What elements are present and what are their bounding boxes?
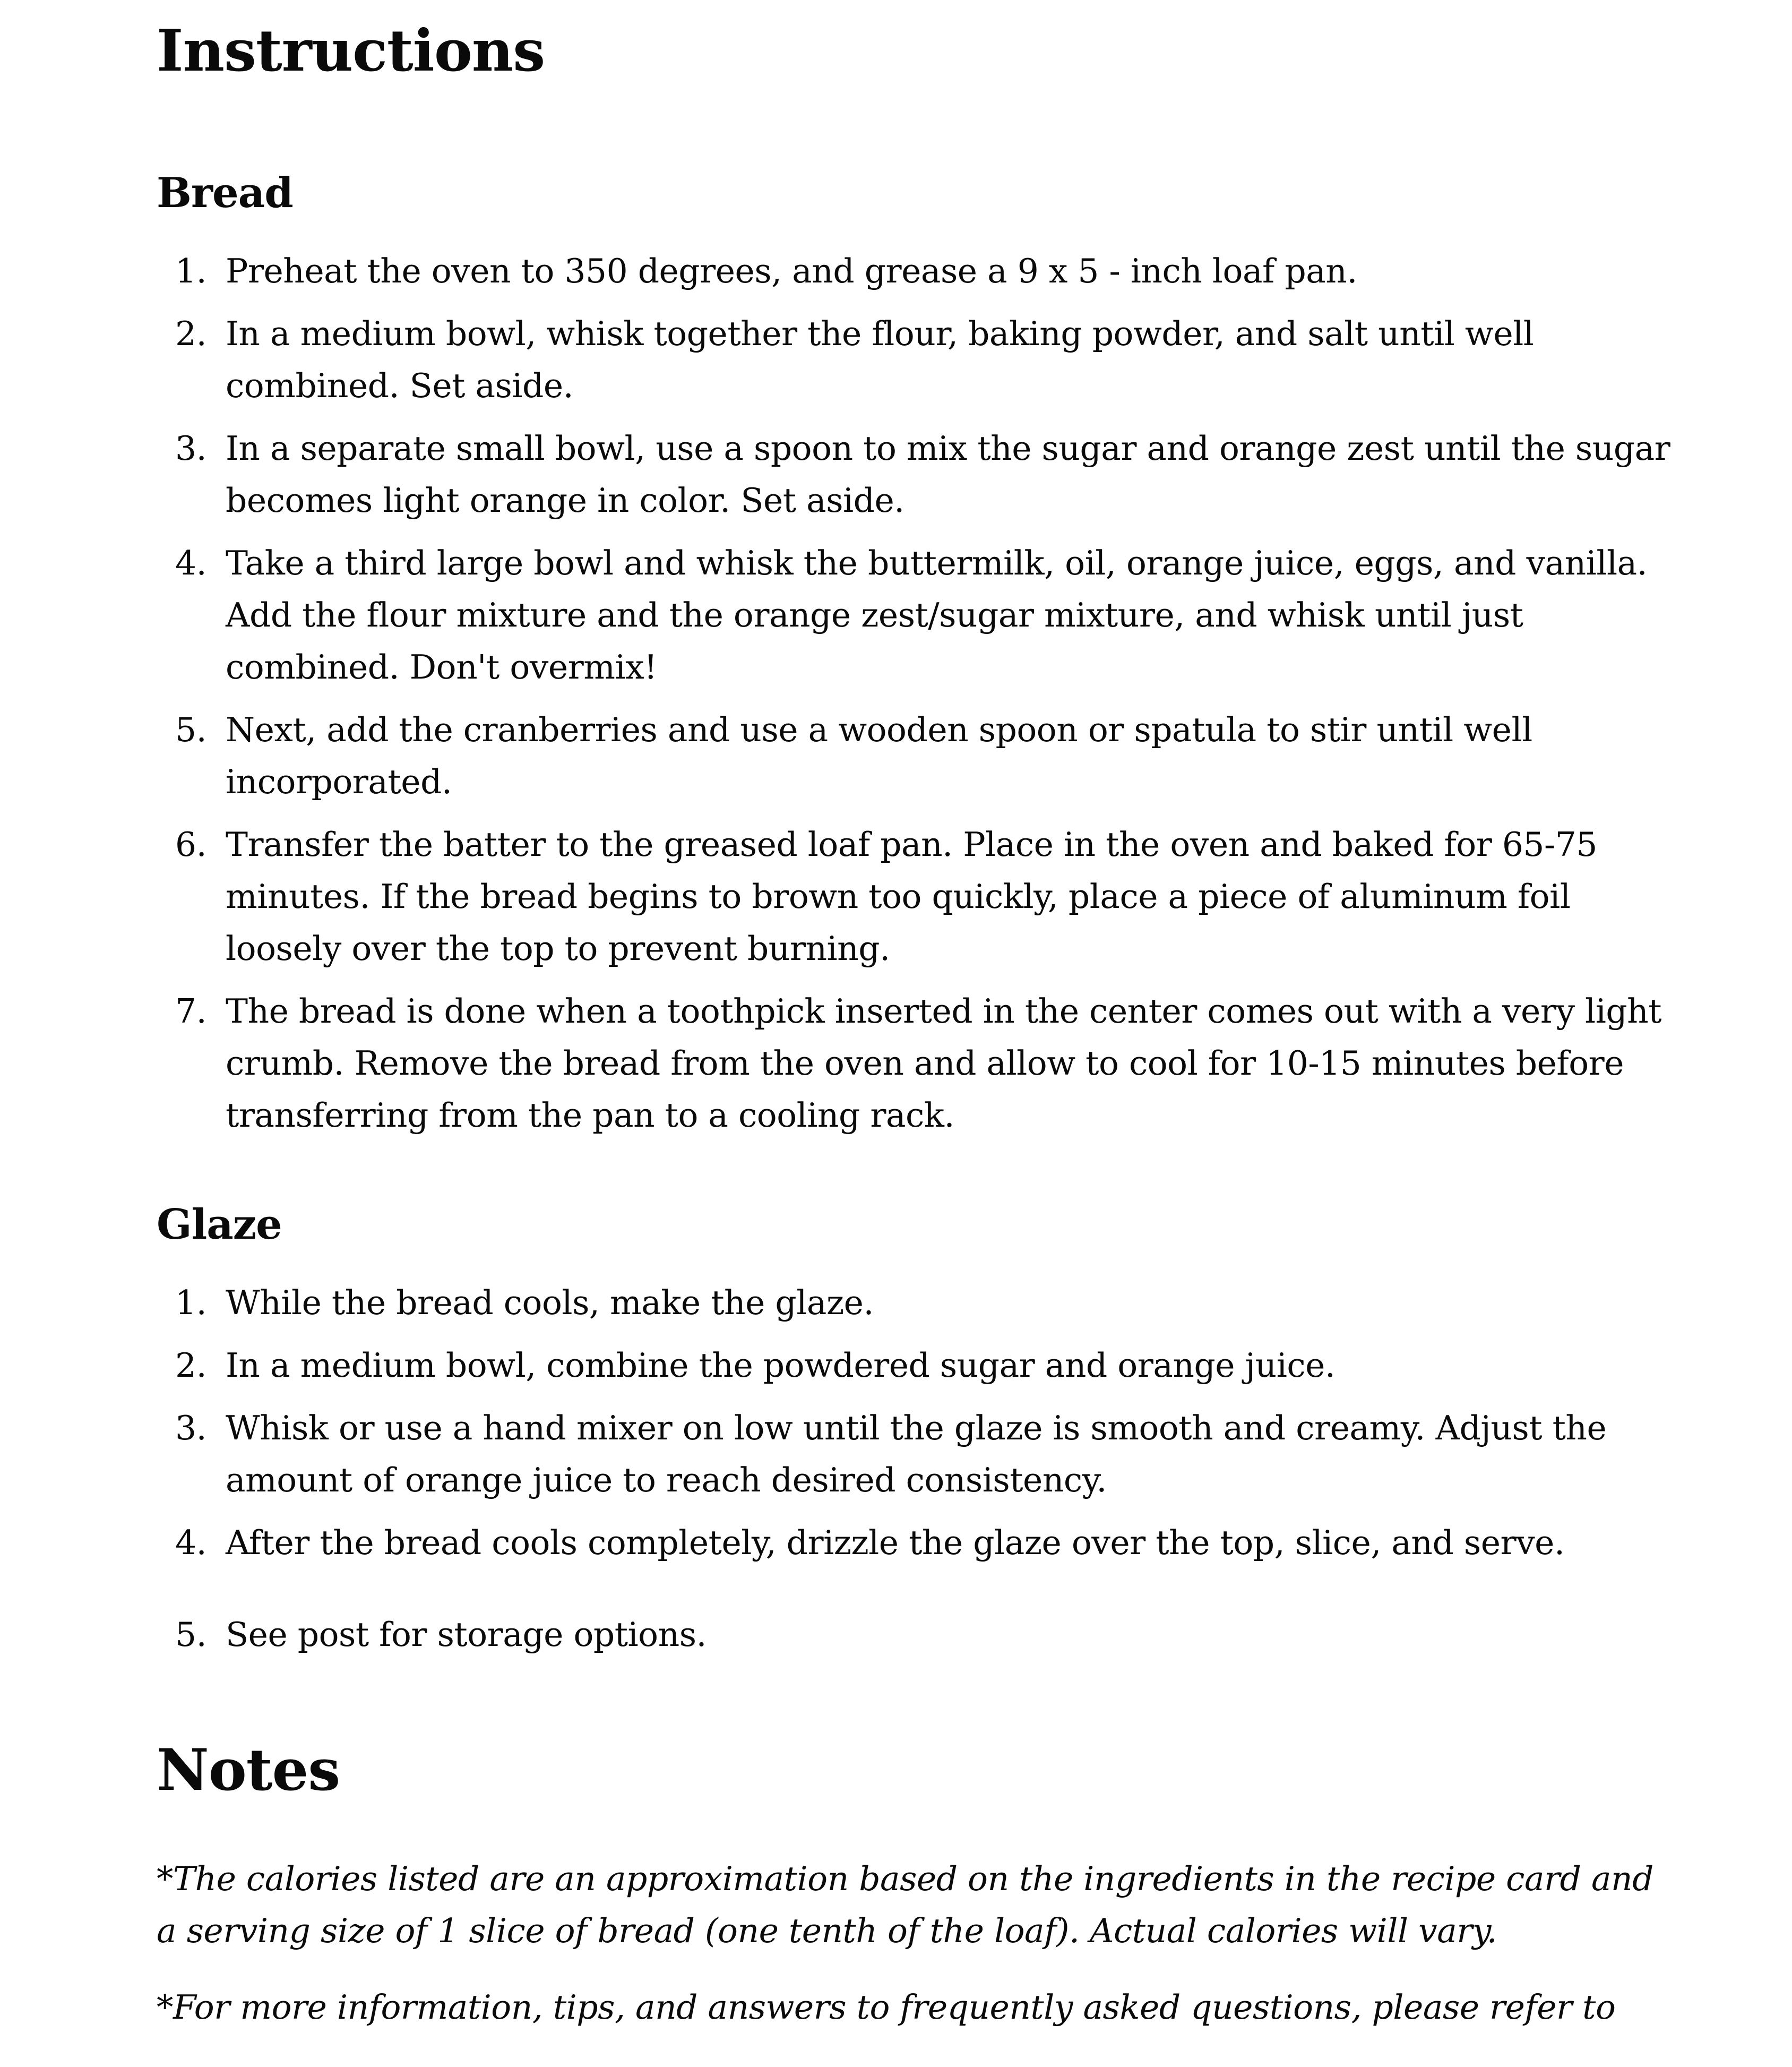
step-text: In a separate small bowl, use a spoon to mix the sugar and orange zest until the sugar becomes light orange in color. Set aside. — [226, 429, 1670, 520]
glaze-step — [157, 1277, 1675, 1329]
bread-steps-list — [157, 245, 1675, 1142]
notes-paragraph: *The calories listed are an approximation based on the ingredients in the recipe card and a serving size of 1 slice of bread (one tenth of the loaf). Actual calories will vary. — [157, 1859, 1653, 1950]
step-text: In a medium bowl, whisk together the flour, baking powder, and salt until well combined. Set aside. — [226, 314, 1534, 405]
notes-title: Notes — [157, 1737, 340, 1804]
step-text: Preheat the oven to 350 degrees, and grease a 9 x 5 - inch loaf pan. — [226, 252, 1357, 290]
step-number: 2. — [175, 314, 207, 353]
glaze-step — [157, 1609, 1675, 1661]
step-text: The bread is done when a toothpick inserted in the center comes out with a very light crumb. Remove the bread from the oven and allow to cool for 10-15 minutes before transferring from the pan to a cooling rack. — [226, 992, 1662, 1135]
glaze-step — [157, 1517, 1675, 1569]
bread-step — [157, 985, 1675, 1142]
step-number: 5. — [175, 1615, 207, 1654]
bread-step — [157, 704, 1675, 808]
step-number: 6. — [175, 825, 207, 864]
step-number: 1. — [175, 1283, 207, 1322]
step-text: Next, add the cranberries and use a wooden spoon or spatula to stir until well incorporated. — [226, 710, 1532, 801]
step-number: 4. — [175, 1523, 207, 1562]
step-number: 3. — [175, 429, 207, 468]
glaze-steps-list — [157, 1277, 1675, 1661]
bread-step — [157, 537, 1675, 693]
step-text: In a medium bowl, combine the powdered sugar and orange juice. — [226, 1346, 1336, 1385]
step-number: 2. — [175, 1346, 207, 1385]
step-text: While the bread cools, make the glaze. — [226, 1283, 874, 1322]
bread-step — [157, 308, 1675, 412]
bread-step — [157, 819, 1675, 975]
step-text: Transfer the batter to the greased loaf pan. Place in the oven and baked for 65-75 minutes. If the bread begins to brown too quickly, place a piece of aluminum foil loosely over the top to prevent burning. — [226, 825, 1597, 968]
glaze-step — [157, 1402, 1675, 1506]
bread-heading: Bread — [157, 169, 293, 217]
bread-step — [157, 245, 1675, 297]
step-text: See post for storage options. — [226, 1615, 707, 1654]
step-text: Take a third large bowl and whisk the buttermilk, oil, orange juice, eggs, and vanilla. Add the flour mixture and the orange zest/sugar mixture, and whisk until just combined. Don't overmix! — [226, 544, 1648, 687]
step-number: 5. — [175, 710, 207, 749]
glaze-heading: Glaze — [157, 1200, 282, 1249]
instructions-title: Instructions — [157, 18, 545, 84]
step-text: Whisk or use a hand mixer on low until the glaze is smooth and creamy. Adjust the amount of orange juice to reach desired consistency. — [226, 1409, 1607, 1499]
bread-step — [157, 423, 1675, 527]
step-number: 4. — [175, 544, 207, 582]
step-number: 3. — [175, 1409, 207, 1447]
glaze-step — [157, 1340, 1675, 1392]
notes-paragraph: *For more information, tips, and answers to frequently asked questions, please refer to — [157, 1988, 1616, 2027]
step-text: After the bread cools completely, drizzle the glaze over the top, slice, and serve. — [226, 1523, 1565, 1562]
step-number: 1. — [175, 252, 207, 290]
step-number: 7. — [175, 992, 207, 1031]
